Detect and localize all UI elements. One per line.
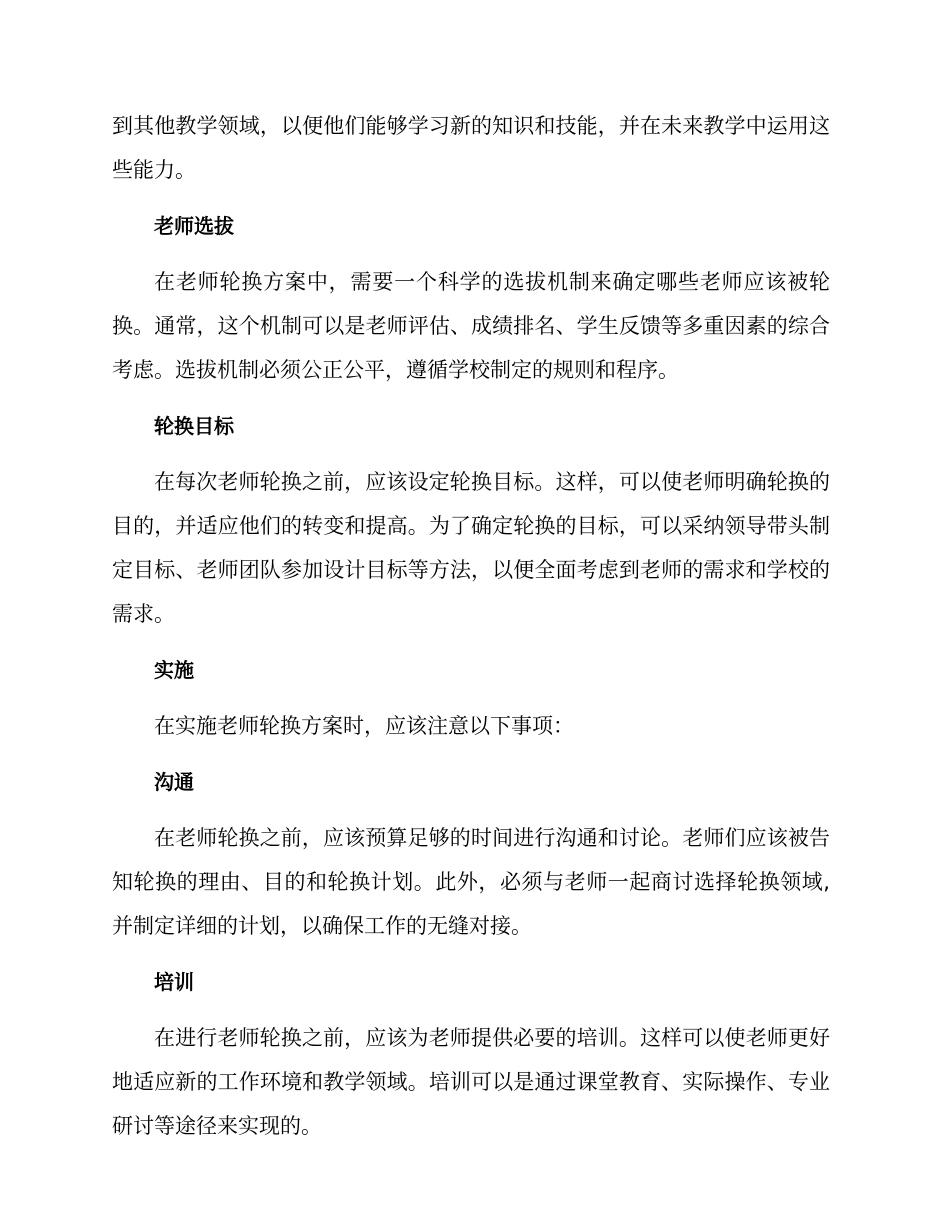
document-page (112, 104, 830, 1148)
section-heading-implementation: 实施 (154, 658, 194, 682)
paragraph-implementation: 在实施老师轮换方案时，应该注意以下事项： (154, 714, 574, 738)
paragraph-communication: 在老师轮换之前，应该预算足够的时间进行沟通和讨论。老师们应该被告知轮换的理由、目的和轮换计划。此外，必须与老师一起商讨选择轮换领域,并制定详细的计划，以确保工作的无缝对接。 (112, 826, 830, 938)
paragraph-teacher-selection: 在老师轮换方案中，需要一个科学的选拔机制来确定哪些老师应该被轮换。通常，这个机制可以是老师评估、成绩排名、学生反馈等多重因素的综合考虑。选拔机制必须公正公平，遵循学校制定的规则和程序。 (112, 270, 830, 382)
paragraph-rotation-goals: 在每次老师轮换之前，应该设定轮换目标。这样，可以使老师明确轮换的目的，并适应他们的转变和提高。为了确定轮换的目标，可以采纳领导带头制定目标、老师团队参加设计目标等方法，以便全面考虑到老师的需求和学校的需求。 (112, 470, 830, 626)
section-heading-communication: 沟通 (154, 770, 194, 794)
paragraph-training: 在进行老师轮换之前，应该为老师提供必要的培训。这样可以使老师更好地适应新的工作环境和教学领域。培训可以是通过课堂教育、实际操作、专业研讨等途径来实现的。 (112, 1026, 830, 1138)
section-heading-training: 培训 (154, 970, 194, 994)
section-heading-rotation-goals: 轮换目标 (154, 414, 234, 438)
section-heading-teacher-selection: 老师选拔 (154, 214, 234, 238)
paragraph-intro-continuation: 到其他教学领域，以便他们能够学习新的知识和技能，并在未来教学中运用这些能力。 (112, 114, 830, 182)
